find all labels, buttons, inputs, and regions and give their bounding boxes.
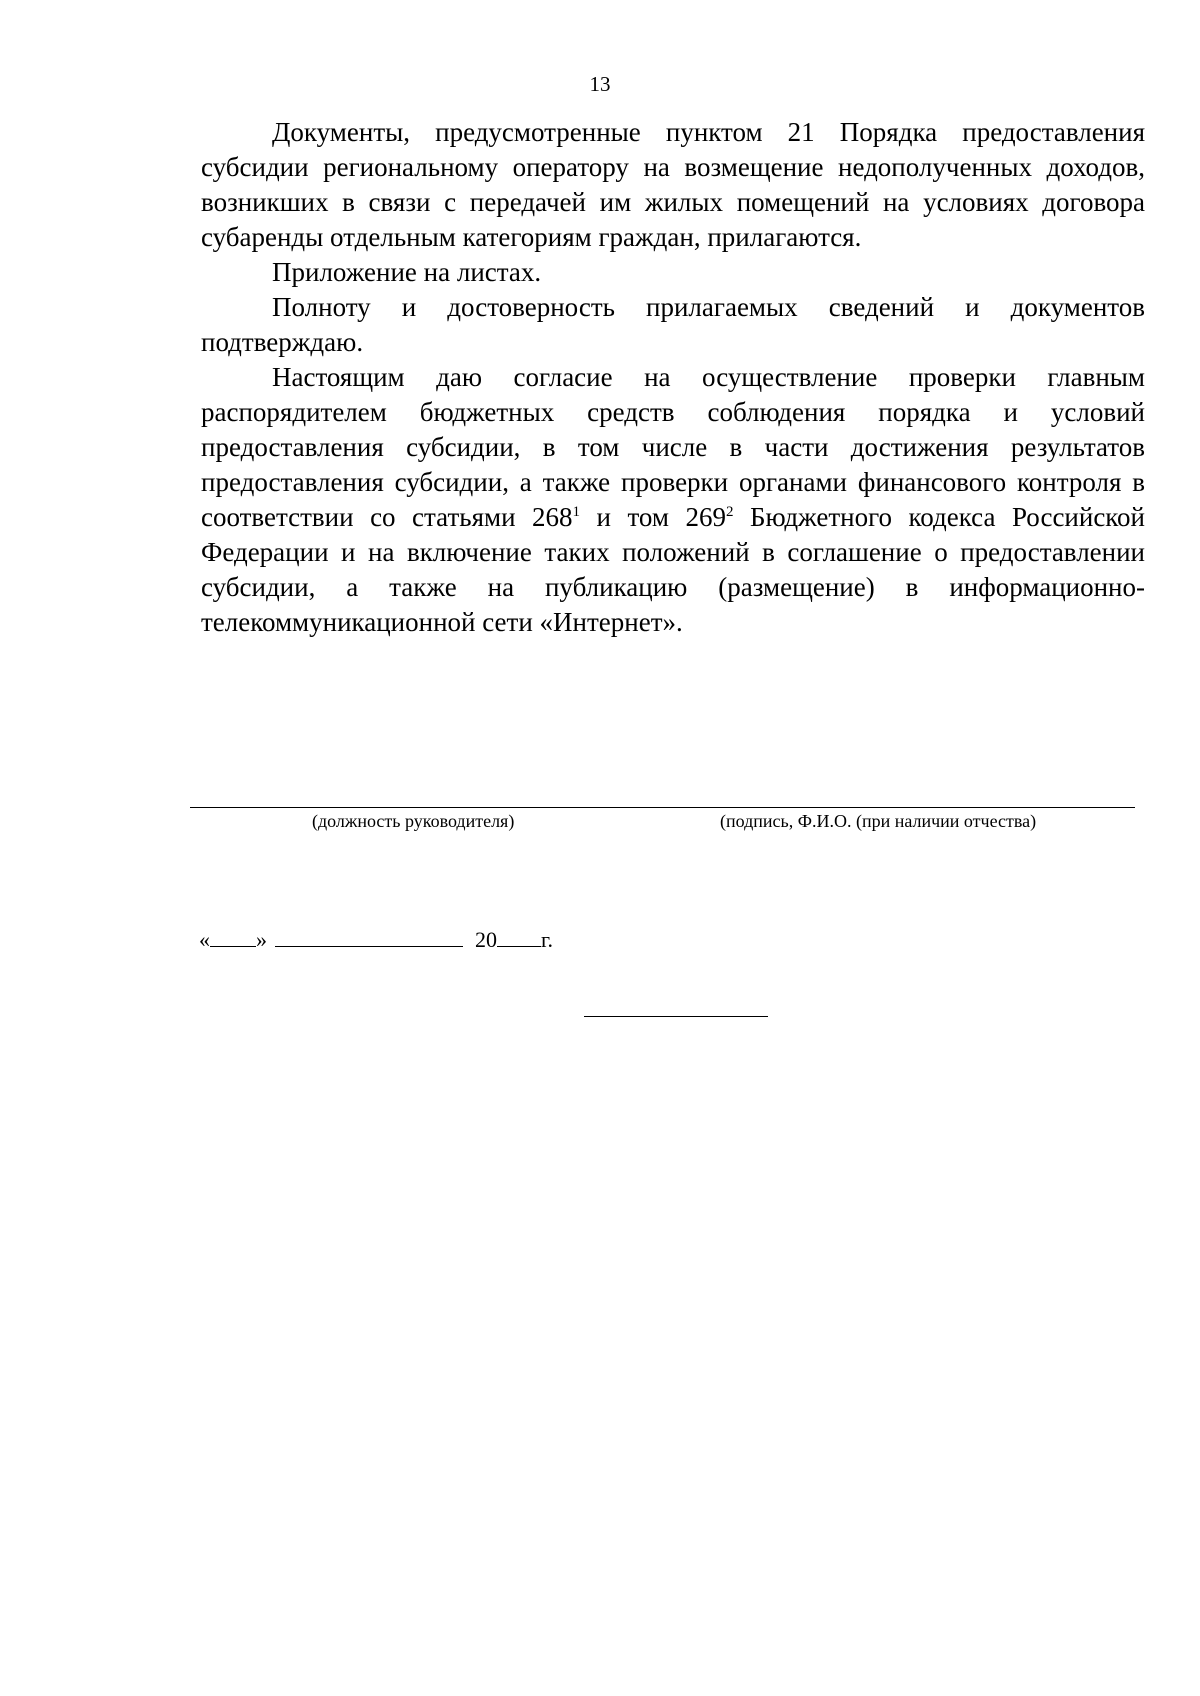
consent-superscript-1: 1 [572, 504, 581, 520]
date-open-quote: « [199, 927, 210, 952]
paragraph-confirmation: Полноту и достоверность прилагаемых сведений и документов подтверждаю. [201, 292, 1145, 357]
signature-line [190, 807, 1135, 808]
month-blank [275, 926, 463, 947]
document-body [201, 115, 1145, 640]
end-rule [584, 1016, 768, 1017]
paragraph-consent [201, 360, 1145, 640]
year-prefix: 20 [475, 927, 497, 952]
year-suffix: г. [541, 927, 554, 952]
paragraph-documents: Документы, предусмотренные пунктом 21 Порядка предоставления субсидии региональному оператору на возмещение недополученных доходов, возникших в связи с передачей им жилых помещений на условиях договора субаренды отдельным категориям граждан, прилагаются. [201, 117, 1145, 252]
consent-text-part-3: Бюджетного кодекса Российской Федерации и на включение таких положений в соглашение о предоставлении субсидии, а также на публикацию (размещение) в информационно-телекоммуникационной сети «Интернет». [201, 502, 1146, 637]
paragraph-attachment: Приложение на листах. [272, 257, 542, 287]
signature-caption: (подпись, Ф.И.О. (при наличии отчества) [720, 811, 1037, 831]
date-line [199, 926, 553, 954]
year-blank [497, 926, 541, 947]
consent-superscript-2: 2 [726, 504, 734, 520]
day-blank [210, 926, 256, 947]
page-number: 13 [589, 72, 611, 96]
position-caption: (должность руководителя) [312, 811, 515, 831]
consent-text-part-1: Настоящим даю согласие на осуществление проверки главным распорядителем бюджетных средств соблюдения порядка и условий предоставления субсидии, в том числе в части достижения результатов предоставления субсидии, а также проверки органами финансового контроля в соответствии со статьями 268 [201, 362, 1145, 532]
date-close-quote: » [256, 927, 267, 952]
consent-text-part-2: и том 269 [580, 502, 727, 532]
